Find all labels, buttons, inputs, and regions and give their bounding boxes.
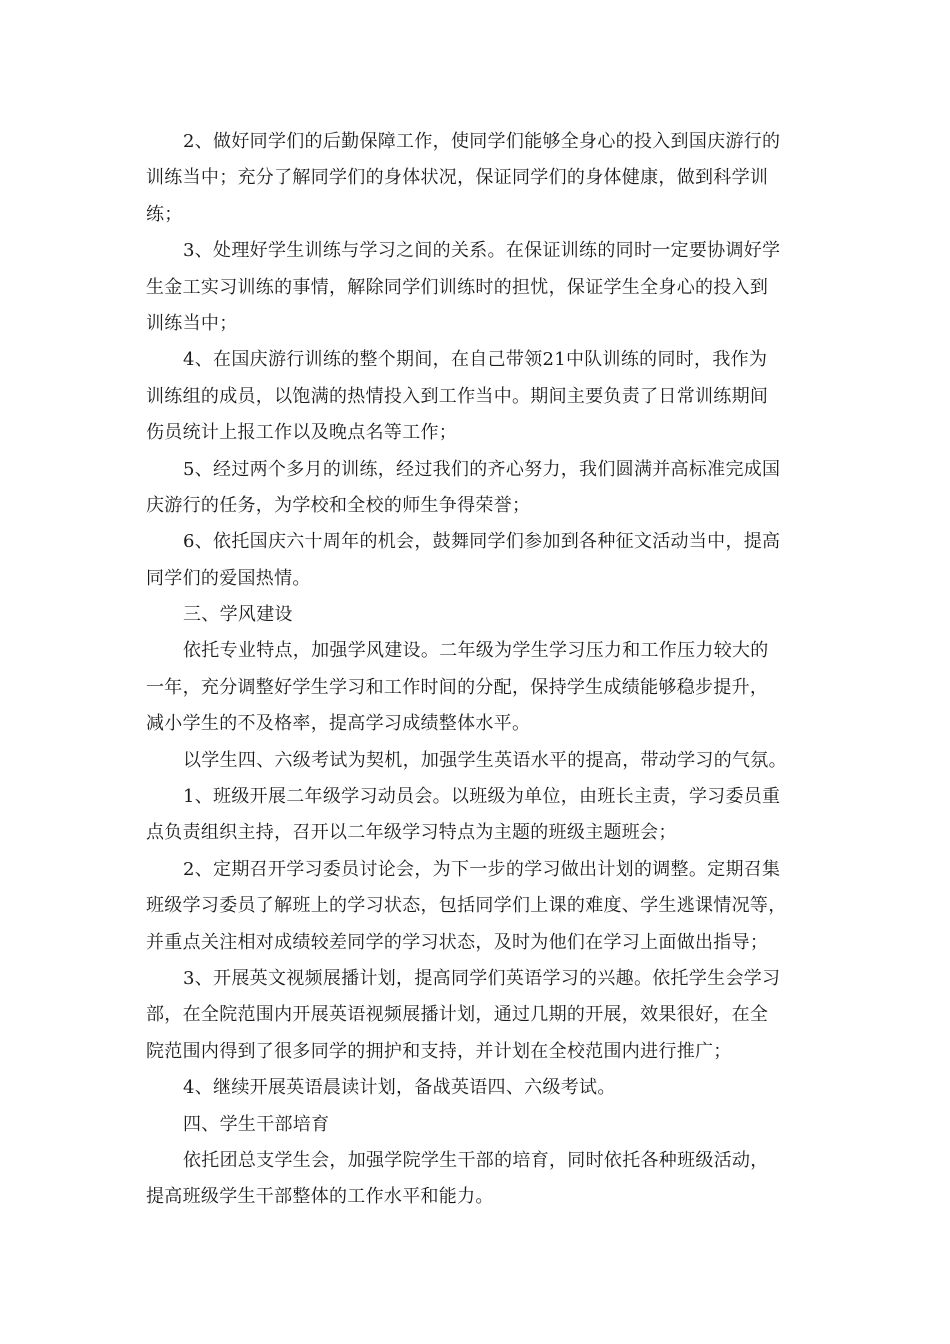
text-line: 庆游行的任务，为学校和全校的师生争得荣誉； — [146, 494, 531, 516]
text-line: 训练当中； — [146, 312, 238, 334]
text-line: 并重点关注相对成绩较差同学的学习状态，及时为他们在学习上面做出指导； — [146, 931, 769, 953]
text-line: 1、班级开展二年级学习动员会。以班级为单位，由班长主责，学习委员重 — [183, 786, 781, 808]
text-line: 部，在全院范围内开展英语视频展播计划，通过几期的开展，效果很好，在全 — [146, 1004, 769, 1026]
text-line: 生金工实习训练的事情，解除同学们训练时的担忧，保证学生全身心的投入到 — [146, 276, 769, 298]
text-line: 三、学风建设 — [183, 604, 293, 626]
text-line: 2、定期召开学习委员讨论会，为下一步的学习做出计划的调整。定期召集 — [183, 858, 781, 880]
document-body — [146, 124, 810, 1216]
text-line: 依托团总支学生会，加强学院学生干部的培育，同时依托各种班级活动， — [183, 1149, 769, 1171]
text-line: 四、学生干部培育 — [183, 1113, 330, 1135]
text-line: 同学们的爱国热情。 — [146, 567, 311, 589]
text-line: 依托专业特点，加强学风建设。二年级为学生学习压力和工作压力较大的 — [183, 640, 769, 662]
text-line: 提高班级学生干部整体的工作水平和能力。 — [146, 1186, 494, 1208]
text-line: 3、开展英文视频展播计划，提高同学们英语学习的兴趣。依托学生会学习 — [183, 967, 781, 989]
text-line: 训练当中；充分了解同学们的身体状况，保证同学们的身体健康，做到科学训 — [146, 167, 769, 189]
text-line: 一年，充分调整好学生学习和工作时间的分配，保持学生成绩能够稳步提升， — [146, 676, 769, 698]
text-line: 4、继续开展英语晨读计划，备战英语四、六级考试。 — [183, 1077, 616, 1099]
text-line: 班级学习委员了解班上的学习状态，包括同学们上课的难度、学生逃课情况等， — [146, 895, 787, 917]
text-line: 2、做好同学们的后勤保障工作，使同学们能够全身心的投入到国庆游行的 — [183, 131, 781, 152]
text-line: 6、依托国庆六十周年的机会，鼓舞同学们参加到各种征文活动当中，提高 — [183, 531, 781, 553]
text-line: 伤员统计上报工作以及晚点名等工作； — [146, 422, 458, 444]
text-line: 以学生四、六级考试为契机，加强学生英语水平的提高，带动学习的气氛。 — [183, 749, 787, 771]
text-line: 点负责组织主持，召开以二年级学习特点为主题的班级主题班会； — [146, 822, 677, 844]
text-line: 3、处理好学生训练与学习之间的关系。在保证训练的同时一定要协调好学 — [183, 240, 781, 262]
text-line: 训练组的成员，以饱满的热情投入到工作当中。期间主要负责了日常训练期间 — [146, 385, 769, 407]
text-line: 减小学生的不及格率，提高学习成绩整体水平。 — [146, 713, 531, 735]
text-line: 练； — [146, 203, 183, 225]
text-line: 4、在国庆游行训练的整个期间，在自己带领21中队训练的同时，我作为 — [183, 349, 768, 371]
text-line: 院范围内得到了很多同学的拥护和支持，并计划在全校范围内进行推广； — [146, 1040, 732, 1062]
text-line: 5、经过两个多月的训练，经过我们的齐心努力，我们圆满并高标准完成国 — [183, 458, 781, 480]
